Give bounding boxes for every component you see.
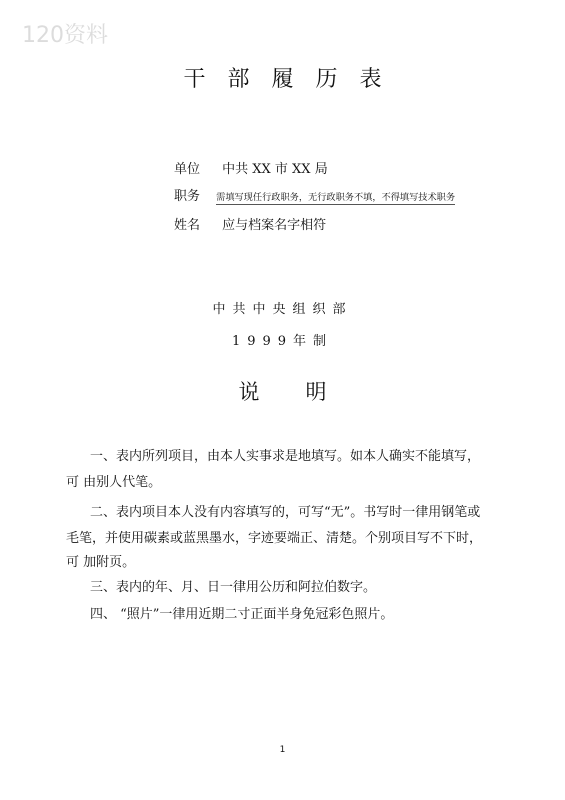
duty-value: 需填写现任行政职务，无行政职务不填，不得填写技术职务 — [216, 192, 456, 203]
note-line: 一、表内所列项目，由本人实事求是地填写。如本人确实不能填写， — [90, 449, 481, 464]
unit-field — [174, 158, 328, 177]
page-number: 1 — [279, 745, 286, 755]
unit-value: 中共 XX 市 XX 局 — [222, 162, 328, 177]
notes-title: 说明 — [238, 380, 373, 404]
name-field — [174, 214, 326, 233]
issuer-organization: 中共中央组织部 — [212, 302, 353, 317]
note-line: 可 由别人代笔。 — [66, 475, 162, 490]
issuer-year: 1999年制 — [231, 334, 334, 349]
duty-field — [174, 185, 455, 204]
name-label: 姓名 — [174, 218, 201, 233]
unit-label: 单位 — [174, 162, 201, 177]
note-line: 可 加附页。 — [66, 555, 136, 570]
note-line: 三、表内的年、月、日一律用公历和阿拉伯数字。 — [90, 580, 377, 595]
watermark: 120资料 — [22, 23, 108, 48]
duty-label: 职务 — [174, 189, 201, 204]
note-line: 二、表内项目本人没有内容填写的，可写“无”。书写时一律用钢笔或 — [90, 505, 481, 520]
note-line: 毛笔，并使用碳素或蓝黑墨水，字迹要端正、清楚。个别项目写不下时， — [66, 531, 483, 546]
document-title: 干部履历表 — [183, 67, 404, 92]
name-value: 应与档案名字相符 — [222, 218, 327, 233]
note-line: 四、 “照片”一律用近期二寸正面半身免冠彩色照片。 — [90, 607, 394, 622]
